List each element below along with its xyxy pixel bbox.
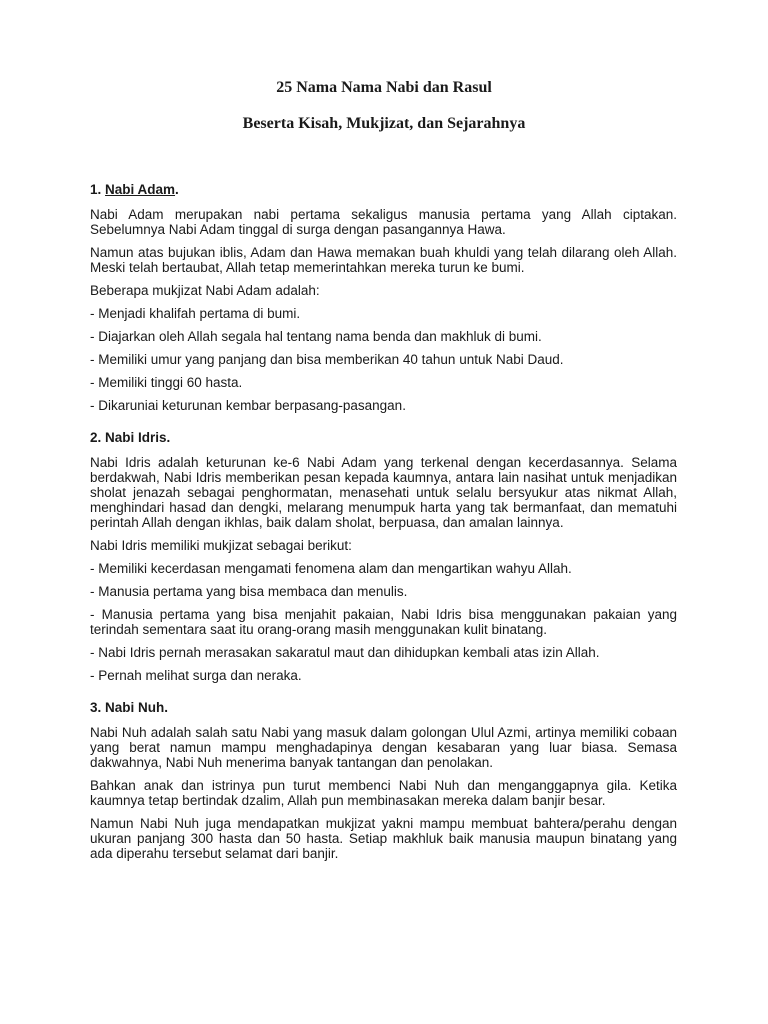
document-body [90,181,677,877]
list-item: - Dikaruniai keturunan kembar berpasang-pasangan. [90,398,406,413]
paragraph: Nabi Nuh adalah salah satu Nabi yang masuk dalam golongan Ulul Azmi, artinya memiliki cobaan yang berat namun mampu menghadapinya dengan kesabaran yang luar biasa. Semasa dakwahnya, Nabi Nuh menerima banyak tantangan dan penolakan. [90,725,677,770]
section-nabi-idris [90,429,677,683]
paragraph: Nabi Adam merupakan nabi pertama sekaligus manusia pertama yang Allah ciptakan. Sebelumnya Nabi Adam tinggal di surga dengan pasangannya Hawa. [90,207,677,237]
list-item: - Menjadi khalifah pertama di bumi. [90,306,301,321]
list-item: - Memiliki umur yang panjang dan bisa memberikan 40 tahun untuk Nabi Daud. [90,352,564,367]
paragraph: Namun atas bujukan iblis, Adam dan Hawa memakan buah khuldi yang telah dilarang oleh Allah. Meski telah bertaubat, Allah tetap memerintahkan mereka turun ke bumi. [90,245,677,275]
paragraph: Nabi Idris memiliki mukjizat sebagai berikut: [90,538,352,553]
section-title-link[interactable]: Nabi Adam [105,182,176,197]
list-item: - Memiliki tinggi 60 hasta. [90,375,243,390]
section-number: 2. [90,430,102,445]
section-heading [90,429,677,446]
list-item: - Pernah melihat surga dan neraka. [90,668,302,683]
section-number: 3. [90,700,102,715]
section-nabi-adam [90,181,677,413]
section-heading [90,181,677,198]
document-subtitle: Beserta Kisah, Mukjizat, dan Sejarahnya [242,115,526,132]
section-heading [90,699,677,716]
list-item: - Memiliki kecerdasan mengamati fenomena alam dan mengartikan wahyu Allah. [90,561,572,576]
section-number: 1. [90,182,102,197]
document-title: 25 Nama Nama Nabi dan Rasul [276,79,492,96]
list-item: - Manusia pertama yang bisa menjahit pakaian, Nabi Idris bisa menggunakan pakaian yang terindah sementara saat itu orang-orang masih menggunakan kulit binatang. [90,607,677,637]
section-nabi-nuh [90,699,677,861]
section-title: Nabi Nuh. [105,700,169,715]
list-item: - Manusia pertama yang bisa membaca dan menulis. [90,584,408,599]
paragraph: Bahkan anak dan istrinya pun turut membenci Nabi Nuh dan menganggapnya gila. Ketika kaumnya tetap bertindak dzalim, Allah pun membinasakan mereka dalam banjir besar. [90,778,677,808]
section-heading-suffix: . [175,182,179,197]
list-item: - Nabi Idris pernah merasakan sakaratul maut dan dihidupkan kembali atas izin Allah. [90,645,600,660]
section-title: Nabi Idris. [105,430,171,445]
list-item: - Diajarkan oleh Allah segala hal tentang nama benda dan makhluk di bumi. [90,329,542,344]
paragraph: Namun Nabi Nuh juga mendapatkan mukjizat yakni mampu membuat bahtera/perahu dengan ukuran panjang 300 hasta dan 50 hasta. Setiap makhluk baik manusia maupun binatang yang ada diperahu tersebut selamat dari banjir. [90,816,677,861]
paragraph: Beberapa mukjizat Nabi Adam adalah: [90,283,320,298]
paragraph: Nabi Idris adalah keturunan ke-6 Nabi Adam yang terkenal dengan kecerdasannya. Selama berdakwah, Nabi Idris memberikan pesan kepada kaumnya, antara lain nasihat untuk menjadikan sholat jenazah sebagai penghormatan, menasehati untuk selalu bersyukur atas nikmat Allah, menghindari hasad dan dengki, melarang menumpuk harta yang tak bermanfaat, dan mematuhi perintah Allah dengan ikhlas, baik dalam sholat, berpuasa, dan amalan lainnya. [90,455,677,530]
